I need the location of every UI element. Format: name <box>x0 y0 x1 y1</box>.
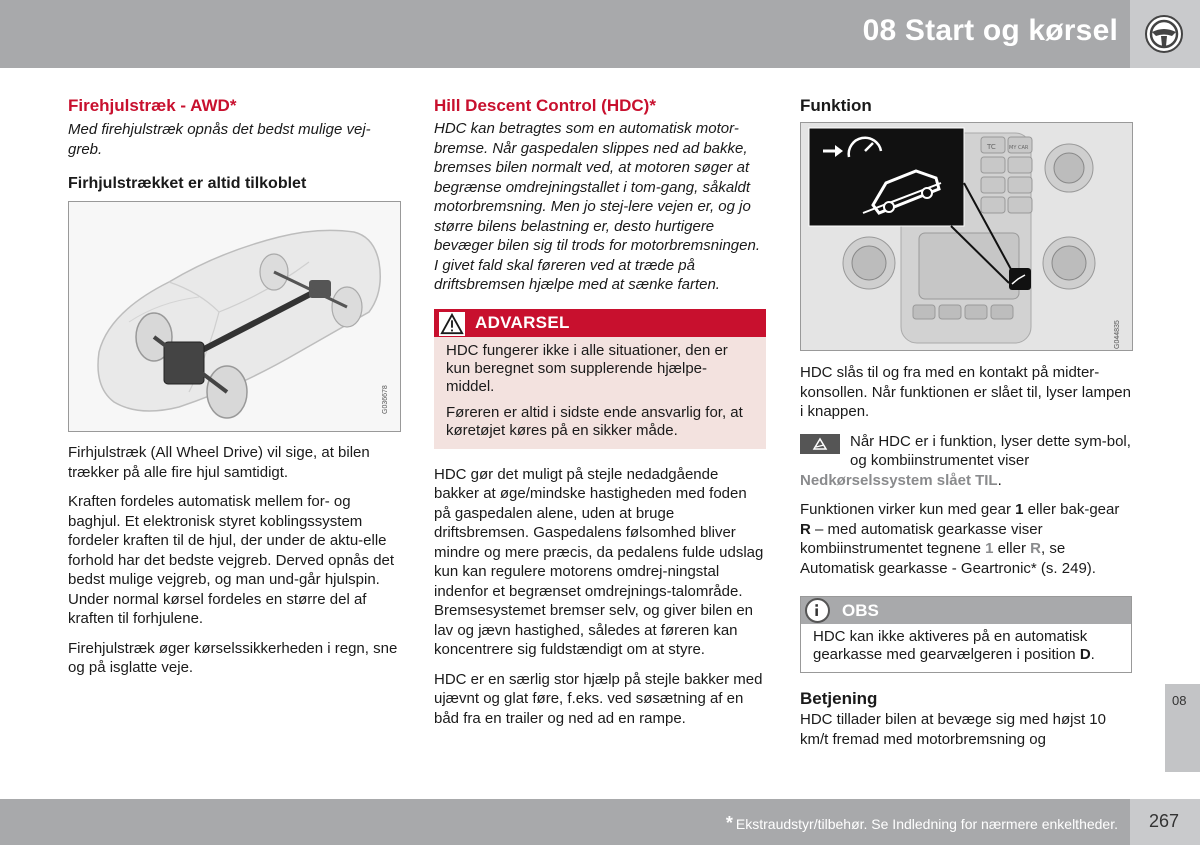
info-icon <box>805 598 830 623</box>
awd-para-3: Firehjulstræk øger kørselssikkerheden i regn, sne og på isglatte veje. <box>68 639 398 676</box>
indicator-text: Når HDC er i funktion, lyser dette sym-bol, og kombiinstrumentet viser <box>850 432 1131 469</box>
note-text-b: . <box>1090 646 1095 663</box>
page-number-box <box>1130 799 1200 845</box>
steering-wheel-icon <box>1144 14 1184 54</box>
function-para-2 <box>800 500 1132 578</box>
hdc-para-1: HDC gør det muligt på stejle nedadgående bakker at øge/mindske hastigheden med foden på gaspedalen alene, uden at bruge driftsbremsen. Gaspedalens følsomhed bliver mindre og mere præcis, da pedalens fulde udslag kun kan regulere motorens omdrej-ningstal indenfor et begrænset omdrejnings-talområde. Bremsesystemet bremser selv, og giver bilen en lav og jævn hastighed, således at føreren kan koncentrere sig fuldstændigt om at styre. <box>434 465 764 658</box>
indicator-note <box>800 432 1132 491</box>
page-footer <box>0 799 1130 845</box>
subheading-always-on: Firhjulstrækket er altid tilkoblet <box>68 175 307 192</box>
hdc-indicator-symbol <box>800 434 840 454</box>
side-tab-label: 08 <box>1172 693 1187 708</box>
para2-text-d: eller <box>993 540 1031 557</box>
warning-triangle-icon <box>438 311 466 337</box>
column-function <box>800 95 1132 749</box>
chapter-side-tab <box>1165 684 1200 772</box>
hdc-para-2: HDC er en særlig stor hjælp på stejle bakker med ujævnt og glat føre, f.eks. ved søsætning af en båd fra en trailer og ned ad en rampe. <box>434 670 763 727</box>
section-heading-awd: Firehjulstræk - AWD* <box>68 96 237 115</box>
subheading-operation: Betjening <box>800 689 878 708</box>
operation-para: HDC tillader bilen at bevæge sig med højst 10 km/t fremad med motorbremsning og <box>800 711 1106 748</box>
section-heading-function: Funktion <box>800 96 872 115</box>
display-r: R <box>1030 540 1041 557</box>
figure-code-console: G044835 <box>1114 320 1121 349</box>
column-awd <box>68 95 400 678</box>
hdc-symbol-icon <box>800 434 840 454</box>
warning-header <box>434 309 766 337</box>
para2-text-e: , se Automatisk gearkasse - Geartronic* (s. 249). <box>800 540 1096 577</box>
car-drivetrain-image <box>69 202 401 432</box>
footnote-text: Ekstraudstyr/tilbehør. Se Indledning for nærmere enkeltheder. <box>735 816 1118 832</box>
awd-para-1: Firhjulstræk (All Wheel Drive) vil sige, at bilen trækker på alle fire hjul samtidigt. <box>68 444 370 481</box>
note-title: OBS <box>842 601 879 620</box>
warning-box <box>434 309 766 449</box>
awd-para-2: Kraften fordeles automatisk mellem for- og baghjul. Et elektronisk styret koblingssystem fordeler kraften til de hjul, der under de aktu-elle forhold har det bedste vejgreb. Derved opnås det bedst mulige vejgreb, og man und-går hjulspin. Under normal kørsel fordeles en større del af kraften til forhjulene. <box>68 493 395 627</box>
page-number: 267 <box>1149 811 1180 831</box>
gear-1: 1 <box>1015 501 1024 518</box>
footnote-star: * <box>725 813 733 833</box>
note-box <box>800 596 1132 673</box>
console-image <box>801 123 1133 351</box>
footer-note <box>726 813 1118 834</box>
warning-body <box>434 337 766 449</box>
warning-text-1: HDC fungerer ikke i alle situationer, den er kun beregnet som supplerende hjælpe-middel. <box>446 341 728 395</box>
page-header <box>0 0 1130 68</box>
center-console-illustration <box>800 122 1133 351</box>
indicator-message: Nedkørselssystem slået TIL <box>800 471 998 489</box>
para2-text-c: – med automatisk gearkasse viser kombiinstrumentet tegnene <box>800 520 1043 557</box>
tc-label: TC <box>987 143 996 151</box>
note-header <box>801 597 1131 624</box>
display-1: 1 <box>985 540 994 557</box>
note-body <box>801 624 1131 672</box>
chapter-title: 08 Start og kørsel <box>862 14 1118 47</box>
gear-d: D <box>1079 646 1091 663</box>
intro-hdc: HDC kan betragtes som en automatisk motor-bremse. Når gaspedalen slippes ned ad bakke, bremses bilen normalt ved, at motoren søger at begrænse omdrejningstallet i tom-gang, såkaldt motorbremsning. Men jo stej-lere vejen er, og jo større bilens belastning er, desto hurtigere bevæger bilen sig til trods for motorbremsningen. I givet fald skal føreren ved at træde på driftsbremsen hjælpe med at sænke farten. <box>434 120 760 293</box>
section-heading-hdc: Hill Descent Control (HDC)* <box>434 96 656 115</box>
gear-r: R <box>800 520 811 538</box>
awd-car-illustration <box>68 201 401 432</box>
para2-text-a: Funktionen virker kun med gear <box>800 501 1016 518</box>
warning-text-2: Føreren er altid i sidste ende ansvarlig for, at køretøjet køres på en sikker måde. <box>446 403 743 439</box>
para2-text-b: eller bak-gear <box>1023 501 1120 518</box>
column-hdc <box>434 95 766 728</box>
figure-code: G036678 <box>382 385 389 414</box>
note-text-a: HDC kan ikke aktiveres på en automatisk gearkasse med gearvælgeren i position <box>813 628 1088 663</box>
intro-awd: Med firehjulstræk opnås det bedst mulige vej-greb. <box>68 121 371 158</box>
indicator-period: . <box>997 471 1002 489</box>
function-para-1: HDC slås til og fra med en kontakt på midter-konsollen. Når funktionen er slået til, lyser lampen i knappen. <box>800 364 1131 420</box>
warning-title: ADVARSEL <box>475 312 570 332</box>
mycar-label: MY CAR <box>1009 145 1029 151</box>
chapter-icon-box <box>1130 0 1200 68</box>
